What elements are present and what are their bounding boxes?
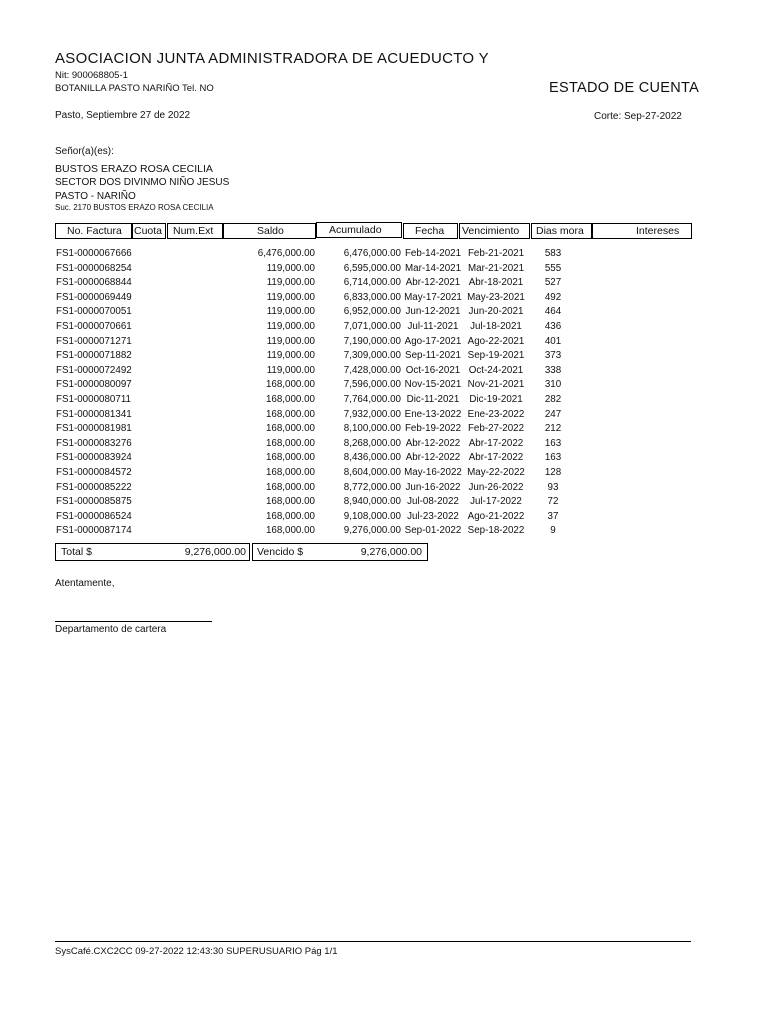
cell-dias: 527 (544, 277, 562, 289)
cell-factura: FS1-0000068254 (56, 262, 132, 274)
header-dias-label: Dias mora (536, 225, 584, 237)
cell-acumulado: 8,436,000.00 (343, 452, 401, 464)
cell-acumulado: 7,932,000.00 (343, 408, 401, 420)
total-value: 9,276,000.00 (184, 546, 246, 558)
cell-vencimiento: Ago-22-2021 (467, 335, 525, 347)
organization-address: BOTANILLA PASTO NARIÑO Tel. NO (55, 83, 214, 94)
cell-dias: 338 (544, 364, 562, 376)
cell-fecha: Sep-01-2022 (404, 525, 462, 537)
header-saldo-label: Saldo (257, 225, 284, 237)
cell-saldo: 119,000.00 (266, 277, 315, 289)
cell-acumulado: 7,428,000.00 (343, 364, 401, 376)
header-vencimiento-label: Vencimiento (462, 225, 520, 237)
cell-factura: FS1-0000081341 (56, 408, 132, 420)
cell-vencimiento: Feb-27-2022 (467, 423, 525, 435)
header-factura (55, 223, 132, 239)
cell-dias: 72 (547, 496, 559, 508)
table-row (0, 525, 768, 540)
cell-saldo: 119,000.00 (266, 364, 315, 376)
footer-text: SysCafé.CXC2CC 09-27-2022 12:43:30 SUPERUSUARIO Pág 1/1 (55, 946, 338, 957)
cell-saldo: 168,000.00 (265, 525, 315, 537)
total-box (55, 543, 250, 561)
cell-factura: FS1-0000087174 (56, 525, 132, 537)
header-vencimiento (459, 223, 530, 239)
cell-acumulado: 6,714,000.00 (343, 277, 401, 289)
cell-factura: FS1-0000070661 (56, 320, 132, 332)
header-fecha (403, 223, 458, 239)
cell-factura: FS1-0000085875 (56, 496, 132, 508)
cell-vencimiento: Mar-21-2021 (467, 262, 525, 274)
header-intereses (592, 223, 692, 239)
cell-saldo: 119,000.00 (266, 262, 315, 274)
cell-acumulado: 8,604,000.00 (343, 466, 401, 478)
cell-saldo: 168,000.00 (265, 408, 315, 420)
cell-factura: FS1-0000085222 (56, 481, 132, 493)
cell-fecha: Abr-12-2022 (405, 437, 461, 449)
cell-fecha: Oct-16-2021 (405, 364, 461, 376)
cell-saldo: 119,000.00 (266, 320, 315, 332)
cell-saldo: 168,000.00 (265, 452, 315, 464)
cell-saldo: 168,000.00 (265, 393, 315, 405)
table-row (0, 438, 768, 453)
table-row (0, 263, 768, 278)
cell-factura: FS1-0000068844 (56, 277, 132, 289)
table-row (0, 306, 768, 321)
table-row (0, 496, 768, 511)
cell-vencimiento: Nov-21-2021 (467, 379, 525, 391)
table-row (0, 379, 768, 394)
cell-acumulado: 7,190,000.00 (343, 335, 401, 347)
cell-acumulado: 9,276,000.00 (343, 525, 401, 537)
cell-vencimiento: Sep-18-2022 (467, 525, 525, 537)
header-cuota-label: Cuota (134, 225, 163, 237)
cell-factura: FS1-0000071882 (56, 350, 132, 362)
cell-factura: FS1-0000067666 (56, 248, 132, 259)
header-dias (531, 223, 592, 239)
vencido-box (252, 543, 428, 561)
cell-acumulado: 7,596,000.00 (343, 379, 401, 391)
table-row (0, 365, 768, 380)
table-row (0, 277, 768, 292)
cell-fecha: Abr-12-2022 (405, 452, 461, 464)
table-row (0, 248, 768, 263)
cell-saldo: 168,000.00 (265, 466, 315, 478)
cell-acumulado: 9,108,000.00 (343, 510, 401, 522)
cell-acumulado: 6,833,000.00 (343, 291, 401, 303)
header-fecha-label: Fecha (415, 225, 445, 237)
cell-dias: 163 (544, 437, 562, 449)
cell-acumulado: 8,268,000.00 (343, 437, 401, 449)
table-row (0, 321, 768, 336)
table-row (0, 482, 768, 497)
closing-text: Atentamente, (55, 578, 115, 589)
cell-acumulado: 6,595,000.00 (343, 262, 401, 274)
cell-acumulado: 7,071,000.00 (343, 320, 401, 332)
header-saldo (223, 223, 316, 239)
cell-dias: 436 (544, 320, 562, 332)
cell-dias: 401 (544, 335, 562, 347)
cell-saldo: 168,000.00 (265, 481, 315, 493)
header-intereses-label: Intereses (636, 225, 680, 237)
table-row (0, 394, 768, 409)
header-numext (167, 223, 223, 239)
cell-dias: 37 (547, 510, 559, 522)
cell-acumulado: 8,940,000.00 (343, 496, 401, 508)
client-name: BUSTOS ERAZO ROSA CECILIA (55, 163, 213, 175)
cell-dias: 373 (544, 350, 562, 362)
cell-saldo: 168,000.00 (265, 496, 315, 508)
cell-vencimiento: Jun-26-2022 (468, 481, 524, 493)
cell-vencimiento: Sep-19-2021 (467, 350, 525, 362)
cell-dias: 9 (550, 525, 556, 537)
document-title: ESTADO DE CUENTA (549, 80, 700, 96)
cell-vencimiento: Ene-23-2022 (467, 408, 525, 420)
cutoff-date: Corte: Sep-27-2022 (594, 111, 682, 122)
cell-dias: 310 (544, 379, 562, 391)
cell-vencimiento: Jul-17-2022 (470, 496, 522, 508)
cell-factura: FS1-0000072492 (56, 364, 132, 376)
cell-fecha: Jul-23-2022 (407, 510, 459, 522)
cell-saldo: 119,000.00 (266, 350, 315, 362)
cell-vencimiento: Abr-17-2022 (468, 437, 524, 449)
total-label: Total $ (61, 546, 92, 558)
cell-vencimiento: Oct-24-2021 (468, 364, 524, 376)
cell-fecha: Jun-12-2021 (405, 306, 461, 318)
signature-department: Departamento de cartera (55, 624, 167, 635)
cell-dias: 492 (544, 291, 562, 303)
cell-factura: FS1-0000086524 (56, 510, 132, 522)
cell-factura: FS1-0000080711 (56, 393, 131, 405)
cell-saldo: 119,000.00 (266, 291, 315, 303)
cell-acumulado: 7,309,000.00 (343, 350, 401, 362)
cell-factura: FS1-0000081981 (56, 423, 132, 435)
date-line: Pasto, Septiembre 27 de 2022 (55, 110, 191, 121)
table-row (0, 467, 768, 482)
cell-dias: 128 (544, 466, 562, 478)
cell-fecha: Jun-16-2022 (405, 481, 461, 493)
signature-line (55, 621, 212, 622)
table-row (0, 350, 768, 365)
cell-factura: FS1-0000071271 (56, 335, 132, 347)
cell-vencimiento: Jun-20-2021 (468, 306, 524, 318)
table-row (0, 511, 768, 526)
cell-fecha: Feb-14-2021 (404, 248, 462, 259)
cell-acumulado: 8,100,000.00 (343, 423, 401, 435)
client-branch: Suc. 2170 BUSTOS ERAZO ROSA CECILIA (55, 203, 214, 212)
cell-factura: FS1-0000084572 (56, 466, 132, 478)
cell-factura: FS1-0000083276 (56, 437, 132, 449)
cell-saldo: 168,000.00 (265, 437, 315, 449)
cell-vencimiento: Ago-21-2022 (467, 510, 525, 522)
cell-vencimiento: Abr-17-2022 (468, 452, 524, 464)
cell-dias: 247 (544, 408, 562, 420)
cell-fecha: Jul-11-2021 (407, 320, 459, 332)
cell-fecha: Feb-19-2022 (404, 423, 462, 435)
table-row (0, 409, 768, 424)
cell-fecha: May-16-2022 (404, 466, 462, 478)
cell-vencimiento: Jul-18-2021 (470, 320, 522, 332)
cell-fecha: Abr-12-2021 (405, 277, 461, 289)
table-row (0, 292, 768, 307)
vencido-value: 9,276,000.00 (360, 546, 422, 558)
footer-divider (55, 941, 691, 942)
header-numext-label: Num.Ext (173, 225, 214, 237)
vencido-label: Vencido $ (257, 546, 304, 558)
client-city: PASTO - NARIÑO (55, 191, 136, 202)
cell-saldo: 168,000.00 (265, 379, 315, 391)
cell-fecha: May-17-2021 (404, 291, 462, 303)
cell-vencimiento: Dic-19-2021 (469, 393, 523, 405)
cell-fecha: Sep-11-2021 (405, 350, 461, 362)
table-row (0, 452, 768, 467)
cell-acumulado: 8,772,000.00 (343, 481, 401, 493)
cell-fecha: Dic-11-2021 (406, 393, 460, 405)
cell-fecha: Jul-08-2022 (407, 496, 459, 508)
cell-vencimiento: Abr-18-2021 (468, 277, 524, 289)
cell-dias: 163 (544, 452, 562, 464)
cell-factura: FS1-0000083924 (56, 452, 132, 464)
cell-acumulado: 6,476,000.00 (343, 248, 401, 259)
client-address: SECTOR DOS DIVINMO NIÑO JESUS (55, 177, 230, 188)
cell-acumulado: 7,764,000.00 (343, 393, 401, 405)
organization-name: ASOCIACION JUNTA ADMINISTRADORA DE ACUEDUCTO Y (55, 50, 489, 67)
cell-fecha: Nov-15-2021 (404, 379, 462, 391)
cell-fecha: Ene-13-2022 (404, 408, 462, 420)
cell-factura: FS1-0000080097 (56, 379, 132, 391)
cell-saldo: 119,000.00 (266, 306, 315, 318)
cell-saldo: 119,000.00 (266, 335, 315, 347)
cell-dias: 93 (547, 481, 559, 493)
cell-dias: 282 (544, 393, 562, 405)
header-cuota (132, 223, 166, 239)
invoice-table-body (0, 248, 768, 540)
cell-dias: 464 (544, 306, 562, 318)
nit-number: Nit: 900068805-1 (55, 70, 128, 81)
cell-dias: 212 (544, 423, 562, 435)
table-row (0, 336, 768, 351)
cell-acumulado: 6,952,000.00 (343, 306, 401, 318)
cell-fecha: Ago-17-2021 (404, 335, 462, 347)
header-acumulado (316, 222, 402, 238)
cell-saldo: 168,000.00 (265, 510, 315, 522)
cell-vencimiento: Feb-21-2021 (467, 248, 525, 259)
cell-saldo: 6,476,000.00 (257, 248, 315, 259)
table-row (0, 423, 768, 438)
cell-dias: 555 (544, 262, 562, 274)
cell-factura: FS1-0000070051 (56, 306, 132, 318)
cell-vencimiento: May-23-2021 (467, 291, 525, 303)
salutation: Señor(a)(es): (55, 146, 114, 157)
cell-factura: FS1-0000069449 (56, 291, 132, 303)
cell-vencimiento: May-22-2022 (467, 466, 525, 478)
cell-dias: 583 (544, 248, 562, 259)
cell-fecha: Mar-14-2021 (404, 262, 462, 274)
header-acumulado-label: Acumulado (329, 224, 382, 236)
cell-saldo: 168,000.00 (265, 423, 315, 435)
header-factura-label: No. Factura (67, 225, 122, 237)
